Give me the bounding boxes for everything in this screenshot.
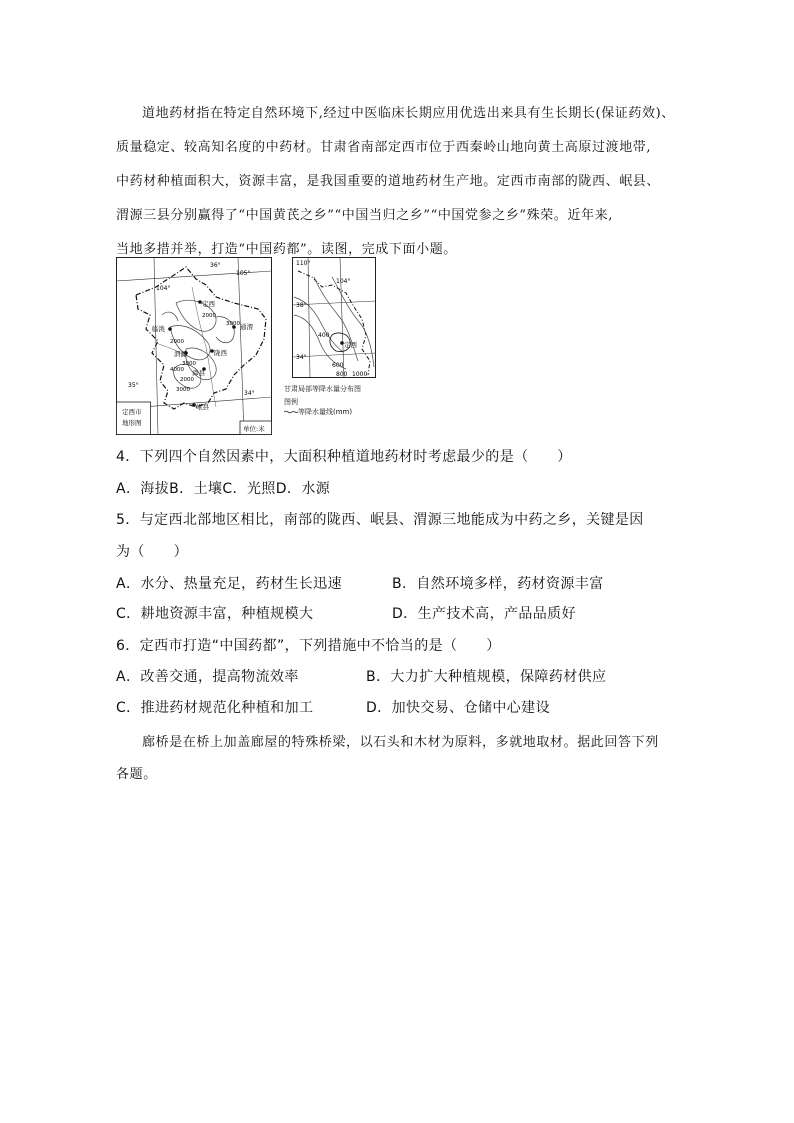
m2-dingxi: 定西 xyxy=(344,341,357,349)
city-zhangxian: 漳县 xyxy=(192,369,205,377)
dingxi-terrain-map xyxy=(116,257,272,435)
m2-c600: 600 xyxy=(332,362,344,369)
city-dingxi: 定西 xyxy=(202,300,215,308)
outro-paragraph-rest xyxy=(116,758,686,792)
intro-line: 渭源三县分别赢得了“中国黄芪之乡”“中国当归之乡”“中国党参之乡”殊荣。近年来, xyxy=(116,208,614,223)
city-weiyuan: 渭源 xyxy=(174,350,187,358)
m2-c1000: 1000 xyxy=(352,371,368,378)
question-6-option-a: A．改善交通，提高物流效率 xyxy=(116,669,299,685)
question-5-option-b: B．自然环境多样，药材资源丰富 xyxy=(392,576,604,592)
lon-105-label: 105° xyxy=(236,270,251,277)
contour-2000c: 2000 xyxy=(180,377,194,383)
question-5-option-c: C．耕地资源丰富，种植规模大 xyxy=(116,606,314,622)
contour-3000a: 3000 xyxy=(226,321,240,327)
question-6-option-b: B．大力扩大种植规模，保障药材供应 xyxy=(366,669,607,685)
precipitation-map-caption xyxy=(284,384,361,417)
question-5-option-a: A．水分、热量充足，药材生长迅速 xyxy=(116,576,342,592)
question-4-stem: 4．下列四个自然因素中，大面积种植道地药材时考虑最少的是（ ） xyxy=(116,449,572,465)
intro-line: 中药材种植面积大，资源丰富，是我国重要的道地药材生产地。定西市南部的陇西、岷县、 xyxy=(116,174,661,189)
question-6-option-d: D．加快交易、仓储中心建设 xyxy=(366,700,550,716)
outro-line: 廊桥是在桥上加盖廊屋的特殊桥梁，以石头和木材为原料，多就地取材。据此回答下列 xyxy=(142,735,659,750)
lat-36-label: 36° xyxy=(210,262,221,269)
m2-c400: 400 xyxy=(318,332,330,339)
m2-lon104: 104° xyxy=(336,278,351,285)
map1-unit: 单位:米 xyxy=(243,425,265,433)
intro-paragraph-rest xyxy=(116,131,686,267)
map1-caption-1: 定西市 xyxy=(122,408,142,416)
precipitation-map xyxy=(292,257,376,384)
m2-lat34: 34° xyxy=(296,354,307,361)
precipitation-map-title: 甘肃局部等降水量分布图 xyxy=(284,385,361,393)
legend-title: 图例 xyxy=(284,398,298,406)
question-5-stem-2: 为（ ） xyxy=(116,544,188,560)
city-minxian: 岷县 xyxy=(196,403,209,411)
city-lintao: 临洮 xyxy=(152,325,165,333)
question-5-option-d: D．生产技术高，产品品质好 xyxy=(392,606,576,622)
outro-paragraph xyxy=(116,726,686,760)
lat-34-label: 34° xyxy=(244,390,255,397)
contour-4000: 4000 xyxy=(170,367,184,373)
legend-item-label: 等降水量线(mm) xyxy=(298,408,353,416)
m2-c800: 800 xyxy=(336,371,348,378)
intro-line: 当地多措并举，打造“中国药都”。读图，完成下面小题。 xyxy=(116,242,457,257)
m2-lon110: 110° xyxy=(296,260,311,267)
intro-line: 质量稳定、较高知名度的中药材。甘肃省南部定西市位于西秦岭山地向黄土高原过渡地带, xyxy=(116,140,652,155)
isohyet-legend-icon xyxy=(284,409,298,415)
lat-35-label: 35° xyxy=(128,382,139,389)
outro-line: 各题。 xyxy=(116,767,157,782)
contour-2000a: 2000 xyxy=(202,313,216,319)
m2-lat38: 38° xyxy=(296,302,307,309)
contour-3000b: 3000 xyxy=(182,361,196,367)
city-tongwei: 通渭 xyxy=(240,323,253,331)
question-4-options: A．海拔B．土壤C．光照D．水源 xyxy=(116,481,331,497)
city-longxi: 陇西 xyxy=(214,349,227,357)
lon-104-label: 104° xyxy=(156,285,171,292)
intro-line: 道地药材指在特定自然环境下,经过中医临床长期应用优选出来具有生长期长(保证药效)、 xyxy=(142,106,675,121)
contour-2000b: 2000 xyxy=(170,339,184,345)
contour-3000c: 3000 xyxy=(176,387,190,393)
question-6-stem: 6．定西市打造“中国药都”，下列措施中不恰当的是（ ） xyxy=(116,638,501,654)
legend-item xyxy=(284,407,361,417)
map1-caption-2: 地形图 xyxy=(122,419,142,427)
intro-paragraph xyxy=(116,97,686,131)
question-6-option-c: C．推进药材规范化种植和加工 xyxy=(116,700,314,716)
question-5-stem-1: 5．与定西北部地区相比，南部的陇西、岷县、渭源三地能成为中药之乡，关键是因 xyxy=(116,512,644,528)
